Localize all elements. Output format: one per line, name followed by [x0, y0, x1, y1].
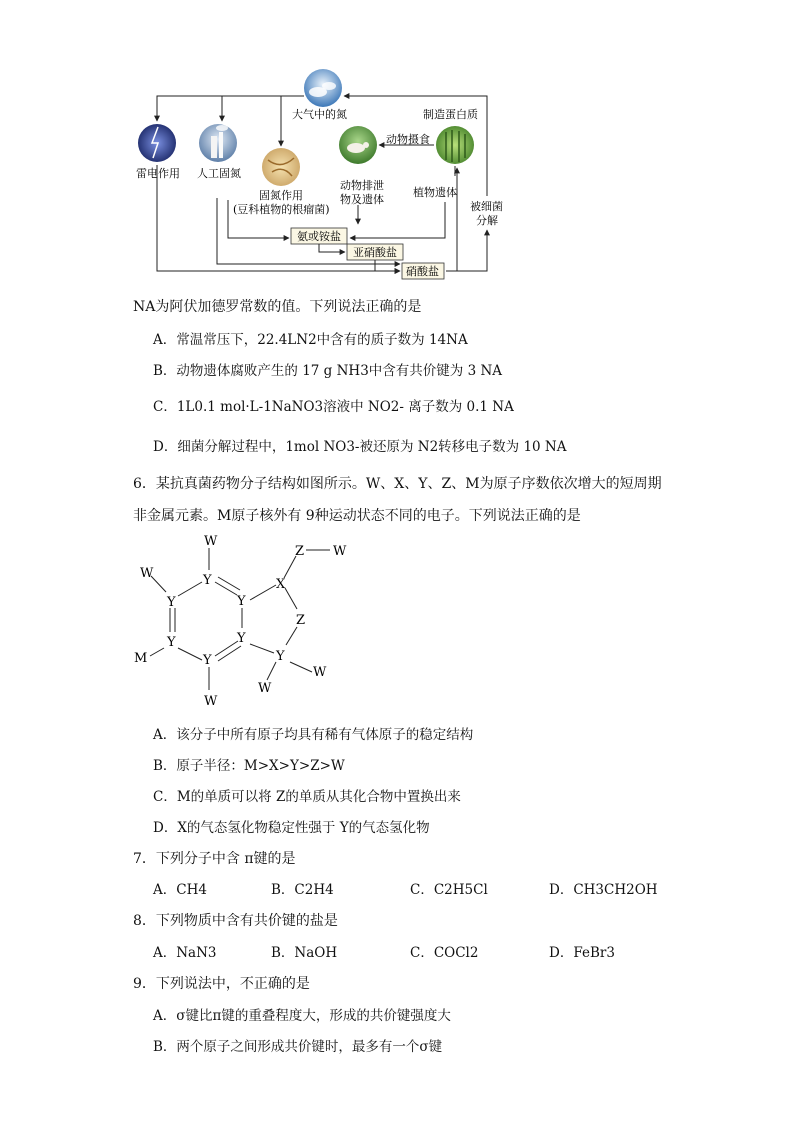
atom-y4: Y [167, 635, 176, 650]
q7-stem: 7．下列分子中含 π键的是 [133, 851, 296, 867]
svg-text:氨或铵盐: 氨或铵盐 [297, 230, 341, 243]
q9-option-b: B．两个原子之间形成共价键时，最多有一个σ键 [153, 1039, 443, 1055]
q6-option-a: A．该分子中所有原子均具有稀有气体原子的稳定结构 [153, 727, 474, 743]
ammonia-box [291, 228, 347, 244]
q6-option-b: B．原子半径：M>X>Y>Z>W [153, 758, 345, 774]
q6-stem-line1: 6．某抗真菌药物分子结构如图所示。W、X、Y、Z、M为原子序数依次增大的短周期 [133, 476, 662, 492]
lightning-label: 雷电作用 [136, 167, 180, 180]
forest-image [436, 126, 474, 164]
animal-eat-label: 动物摄食 [386, 133, 430, 146]
q5-option-a: A．常温常压下，22.4LN2中含有的质子数为 14NA [153, 332, 468, 348]
q6-stem-line2: 非金属元素。M原子核外有 9种运动状态不同的电子。下列说法正确的是 [133, 508, 581, 524]
atom-x: X [276, 577, 286, 592]
svg-text:亚硝酸盐: 亚硝酸盐 [353, 246, 397, 259]
q7-option-b: B．C2H4 [271, 882, 334, 898]
q9-stem: 9．下列说法中，不正确的是 [133, 976, 310, 992]
atom-w-low: W [258, 681, 272, 696]
atom-z-top: Z [295, 544, 305, 559]
q6-option-c: C．M的单质可以将 Z的单质从其化合物中置换出来 [153, 789, 461, 805]
q5-stem-text: NA为阿伏加德罗常数的值。下列说法正确的是 [133, 299, 422, 315]
q5-option-d: D．细菌分解过程中，1mol NO3-被还原为 N2转移电子数为 10 NA [153, 439, 567, 455]
atom-y5: Y [237, 631, 246, 646]
nitrate-box [402, 263, 444, 279]
q7-option-c: C．C2H5Cl [410, 882, 488, 898]
atom-y6: Y [203, 653, 212, 668]
q9-option-a: A．σ键比π键的重叠程度大，形成的共价键强度大 [153, 1008, 451, 1024]
nitrite-box [347, 244, 403, 260]
atom-w-top: W [204, 534, 218, 549]
q8-options [0, 941, 794, 961]
atom-m: M [134, 651, 148, 666]
q6-option-d: D．X的气态氢化物稳定性强于 Y的气态氢化物 [153, 820, 430, 836]
q8-stem: 8．下列物质中含有共价键的盐是 [133, 913, 338, 929]
atom-y7: Y [276, 649, 285, 664]
q7-option-a: A．CH4 [153, 882, 207, 898]
atom-w-bottom: W [204, 694, 218, 709]
atmosphere-image [304, 69, 342, 107]
atom-w-right: W [333, 544, 347, 559]
nitrogen-cycle-diagram [0, 0, 794, 290]
q8-option-d: D．FeBr3 [549, 945, 615, 961]
q5-option-c: C．1L0.1 mol·L-1NaNO3溶液中 NO2- 离子数为 0.1 NA [153, 399, 514, 415]
q7-options [0, 878, 794, 898]
molecule-svg [120, 525, 380, 715]
animal-waste-label: 动物排泄 [340, 179, 384, 192]
q8-option-a: A．NaN3 [153, 945, 217, 961]
nitrogen-cycle-svg [0, 0, 794, 290]
atom-w-left: W [140, 566, 154, 581]
molecule-structure [120, 525, 380, 715]
atom-z-ring: Z [296, 613, 306, 628]
atom-y3: Y [237, 594, 246, 609]
bacteria-label2: 分解 [476, 214, 498, 227]
fixation-sublabel: (豆科植物的根瘤菌) [233, 203, 330, 216]
animal-waste-label2: 物及遗体 [340, 193, 384, 206]
atm-label: 大气中的氮 [292, 108, 347, 121]
protein-label: 制造蛋白质 [423, 108, 478, 121]
sheep-image [339, 126, 377, 164]
q5-stem [133, 296, 421, 316]
atom-y1: Y [203, 573, 212, 588]
bacteria-label: 被细菌 [470, 200, 503, 213]
atom-y2: Y [167, 595, 176, 610]
plant-remains-label: 植物遗体 [413, 186, 457, 199]
atom-w-lowright: W [313, 665, 327, 680]
root-nodule-image [262, 148, 300, 186]
q8-option-b: B．NaOH [271, 945, 338, 961]
lightning-image [138, 124, 176, 162]
artificial-label: 人工固氮 [197, 167, 241, 180]
cycle-arrows [157, 96, 487, 271]
q5-option-b: B．动物遗体腐败产生的 17 g NH3中含有共价键为 3 NA [153, 363, 503, 379]
svg-text:硝酸盐: 硝酸盐 [406, 265, 439, 278]
fixation-label: 固氮作用 [259, 189, 303, 202]
q7-option-d: D．CH3CH2OH [549, 882, 658, 898]
q8-option-c: C．COCl2 [410, 945, 479, 961]
factory-image [199, 124, 237, 162]
